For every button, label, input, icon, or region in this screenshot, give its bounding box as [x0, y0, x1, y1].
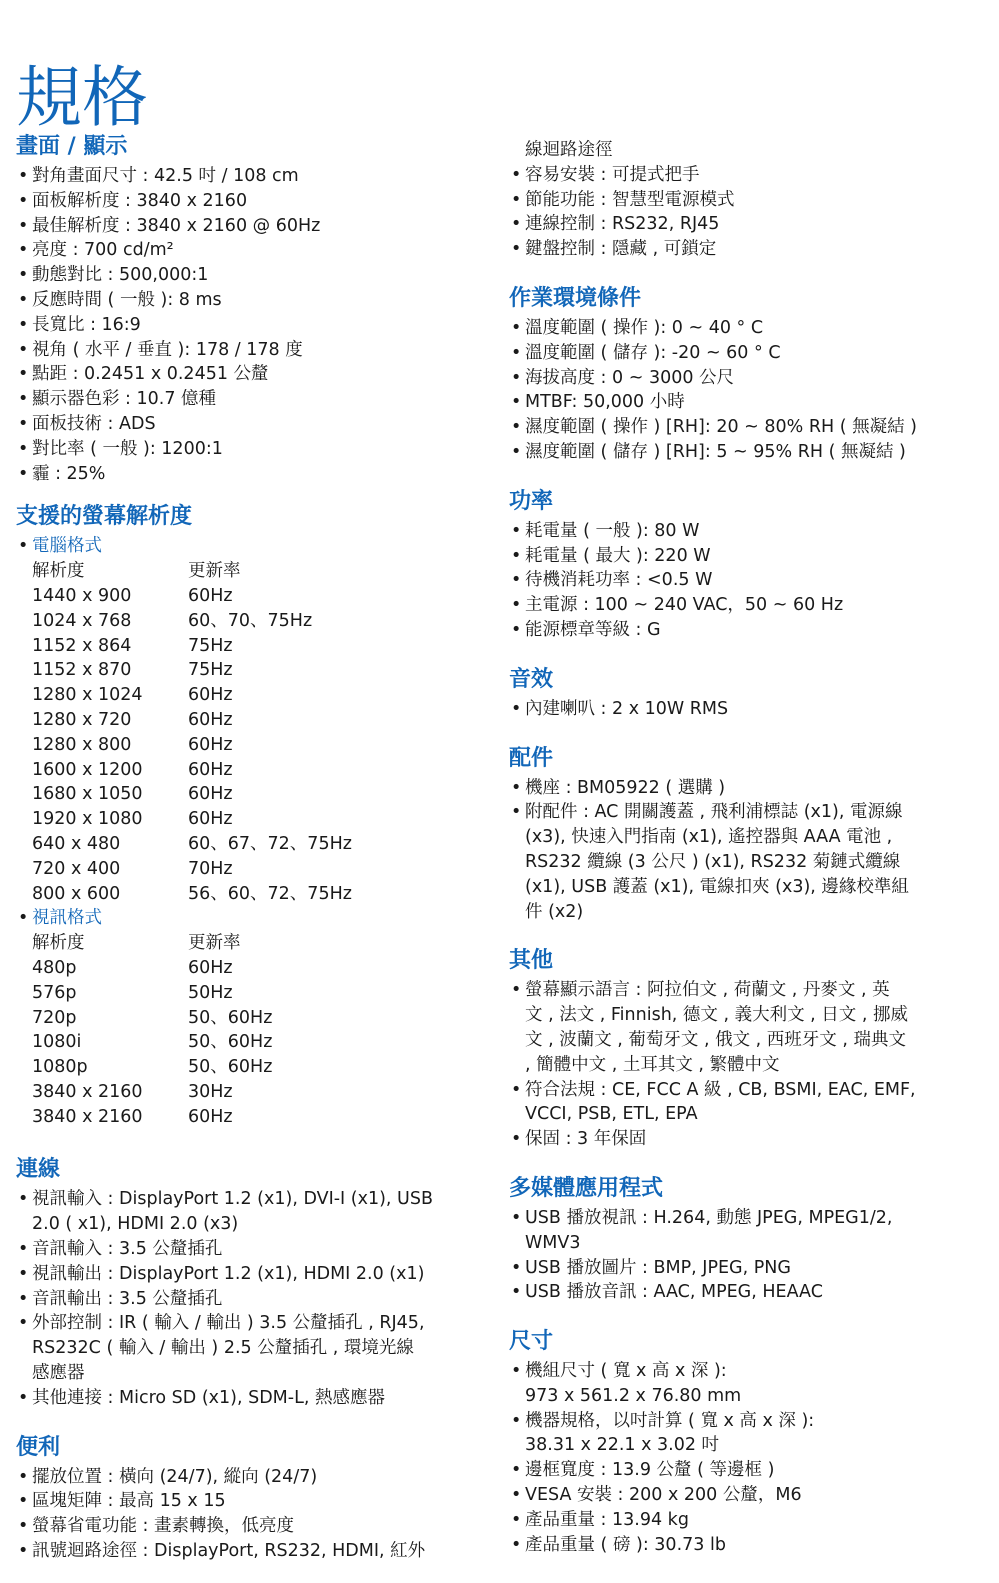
spec-item: • 其他連接 : Micro SD (x1), SDM-L, 熱感應器 — [16, 1386, 496, 1411]
table-row — [32, 584, 352, 609]
spec-item: • 容易安裝 : 可提式把手 — [509, 163, 987, 188]
line: 外部控制 : IR ( 輸入 / 輸出 ) 3.5 公釐插孔 , RJ45, — [32, 1313, 425, 1334]
connectivity-list — [16, 1187, 496, 1410]
resolution-cell: 1152 x 870 — [32, 660, 132, 681]
power-list — [509, 519, 987, 643]
line: 973 x 561.2 x 76.80 mm — [525, 1385, 742, 1406]
left-column — [16, 132, 496, 1580]
table-row — [32, 1080, 272, 1105]
section-title-sound: 音效 — [509, 666, 554, 692]
spec-item — [509, 1409, 987, 1459]
environment-list — [509, 316, 987, 465]
section-title-dimensions: 尺寸 — [509, 1329, 554, 1355]
table-row — [32, 782, 352, 807]
spec-item: • 鍵盤控制 : 隱藏 , 可鎖定 — [509, 237, 987, 262]
section-title-misc: 其他 — [509, 948, 554, 974]
line: 符合法規 : CE, FCC A 級 , CB, BSMI, EAC, EMF, — [525, 1079, 916, 1100]
right-column — [509, 138, 987, 1573]
table-row — [32, 857, 352, 882]
line: 視訊輸入 : DisplayPort 1.2 (x1), DVI-I (x1), USB — [32, 1189, 433, 1210]
section-power — [509, 487, 987, 643]
spec-item: • 濕度範圍 ( 儲存 ) [RH]: 5 ~ 95% RH ( 無凝結 ) — [509, 440, 987, 465]
table-row — [32, 832, 352, 857]
spec-item: • 溫度範圍 ( 儲存 ): -20 ~ 60 ° C — [509, 341, 987, 366]
refresh-rate-cell: 60Hz — [188, 685, 233, 706]
line: 螢幕顯示語言 : 阿拉伯文 , 荷蘭文 , 丹麥文 , 英 — [525, 980, 890, 1001]
section-misc — [509, 946, 987, 1152]
resolution-cell: 1680 x 1050 — [32, 784, 143, 805]
spec-item: • 產品重量 : 13.94 kg — [509, 1508, 987, 1533]
resolution-cell: 576p — [32, 982, 77, 1003]
resolution-cell: 1280 x 800 — [32, 734, 132, 755]
spec-item — [509, 1359, 987, 1409]
line: 文 , 法文 , Finnish, 德文 , 義大利文 , 日文 , 挪威 — [525, 1005, 908, 1026]
resolution-cell: 3840 x 2160 — [32, 1081, 143, 1102]
column-header: 解析度 — [32, 561, 85, 582]
section-multimedia — [509, 1174, 987, 1305]
refresh-rate-cell: 60Hz — [188, 585, 233, 606]
resolution-cell: 1280 x 1024 — [32, 685, 143, 706]
spec-item: • 濕度範圍 ( 操作 ) [RH]: 20 ~ 80% RH ( 無凝結 ) — [509, 415, 987, 440]
spec-item: • 動態對比 : 500,000:1 — [16, 263, 496, 288]
spec-item: • 面板技術 : ADS — [16, 412, 496, 437]
table-row — [32, 708, 352, 733]
line: VCCI, PSB, ETL, EPA — [525, 1104, 698, 1125]
spec-item: • 視訊輸出 : DisplayPort 1.2 (x1), HDMI 2.0 (x1) — [16, 1262, 496, 1287]
resolution-cell: 1152 x 864 — [32, 635, 132, 656]
dimensions-list — [509, 1359, 987, 1557]
video-resolution-table — [32, 931, 272, 1129]
spec-item: • USB 播放音訊 : AAC, MPEG, HEAAC — [509, 1280, 987, 1305]
refresh-rate-cell: 60、70、75Hz — [188, 610, 313, 631]
spec-item: • 節能功能 : 智慧型電源模式 — [509, 188, 987, 213]
sound-list — [509, 697, 987, 722]
spec-item — [509, 1206, 987, 1256]
spec-item: • 內建喇叭 : 2 x 10W RMS — [509, 697, 987, 722]
table-row — [32, 956, 272, 981]
page-title: 規格 — [16, 59, 148, 137]
spec-item: • 產品重量 ( 磅 ): 30.73 lb — [509, 1533, 987, 1558]
spec-item — [509, 1078, 987, 1128]
spec-item: • 連線控制 : RS232, RJ45 — [509, 212, 987, 237]
line: 機器規格，以吋計算 ( 寬 x 高 x 深 ): — [525, 1410, 815, 1431]
spec-item: • 音訊輸出 : 3.5 公釐插孔 — [16, 1287, 496, 1312]
section-dimensions — [509, 1327, 987, 1557]
section-accessories — [509, 744, 987, 925]
line: 2.0 ( x1), HDMI 2.0 (x3) — [32, 1214, 239, 1235]
column-header: 解析度 — [32, 933, 85, 954]
line: 件 (x2) — [525, 901, 584, 922]
spec-item: • 邊框寬度 : 13.9 公釐 ( 等邊框 ) — [509, 1458, 987, 1483]
line: 附配件 : AC 開關護蓋 , 飛利浦標誌 (x1), 電源線 — [525, 802, 903, 823]
table-header-row — [32, 559, 352, 584]
table-row — [32, 609, 352, 634]
spec-item: • VESA 安裝 : 200 x 200 公釐，M6 — [509, 1483, 987, 1508]
spec-item: • MTBF: 50,000 小時 — [509, 390, 987, 415]
section-title-convenience: 便利 — [16, 1434, 61, 1460]
spec-item: • 主電源 : 100 ~ 240 VAC，50 ~ 60 Hz — [509, 593, 987, 618]
section-resolutions — [16, 502, 496, 1129]
line: , 簡體中文 , 土耳其文 , 繁體中文 — [525, 1054, 780, 1075]
resolution-cell: 720p — [32, 1007, 77, 1028]
refresh-rate-cell: 50、60Hz — [188, 1007, 273, 1028]
continued-line: 線迴路途徑 — [525, 140, 613, 160]
refresh-rate-cell: 60Hz — [188, 759, 233, 780]
line: (x3), 快速入門指南 (x1), 遙控器與 AAA 電池 , — [525, 827, 893, 848]
spec-item: • 耗電量 ( 一般 ): 80 W — [509, 519, 987, 544]
table-row — [32, 1030, 272, 1055]
multimedia-list — [509, 1206, 987, 1305]
spec-item — [16, 1311, 496, 1385]
spec-item: • 顯示器色彩 : 10.7 億種 — [16, 387, 496, 412]
spec-item: • 海拔高度 : 0 ~ 3000 公尺 — [509, 366, 987, 391]
refresh-rate-cell: 60Hz — [188, 709, 233, 730]
section-title-resolutions: 支援的螢幕解析度 — [16, 504, 193, 530]
resolution-cell: 720 x 400 — [32, 858, 121, 879]
misc-list — [509, 978, 987, 1152]
spec-item: • 保固 : 3 年保固 — [509, 1127, 987, 1152]
resolution-cell: 640 x 480 — [32, 833, 121, 854]
line: RS232 纜線 (3 公尺 ) (x1), RS232 菊鏈式纜線 — [525, 851, 901, 872]
table-row — [32, 758, 352, 783]
line: 文 , 波蘭文 , 葡萄牙文 , 俄文 , 西班牙文 , 瑞典文 — [525, 1029, 906, 1050]
spec-item: • 音訊輸入 : 3.5 公釐插孔 — [16, 1237, 496, 1262]
refresh-rate-cell: 70Hz — [188, 858, 233, 879]
refresh-rate-cell: 30Hz — [188, 1081, 233, 1102]
line: 感應器 — [32, 1363, 85, 1384]
line: (x1), USB 護蓋 (x1), 電線扣夾 (x3), 邊緣校準組 — [525, 876, 909, 897]
spec-item: • 視角 ( 水平 / 垂直 ): 178 / 178 度 — [16, 338, 496, 363]
spec-item: • USB 播放圖片 : BMP, JPEG, PNG — [509, 1256, 987, 1281]
section-sound — [509, 665, 987, 722]
spec-item: • 機座 : BM05922 ( 選購 ) — [509, 776, 987, 801]
line: WMV3 — [525, 1232, 581, 1253]
spec-item: • 訊號迴路途徑 : DisplayPort, RS232, HDMI, 紅外 — [16, 1539, 496, 1564]
refresh-rate-cell: 75Hz — [188, 660, 233, 681]
spec-item: • 面板解析度 : 3840 x 2160 — [16, 189, 496, 214]
section-connectivity — [16, 1155, 496, 1410]
spec-item: • 耗電量 ( 最大 ): 220 W — [509, 544, 987, 569]
table-row — [32, 658, 352, 683]
refresh-rate-cell: 60Hz — [188, 957, 233, 978]
table-row — [32, 1006, 272, 1031]
refresh-rate-cell: 60、67、72、75Hz — [188, 833, 352, 854]
convenience-list — [16, 1465, 496, 1564]
spec-item: • 反應時間 ( 一般 ): 8 ms — [16, 288, 496, 313]
table-row — [32, 683, 352, 708]
video-format-label: • 視訊格式 — [16, 906, 496, 931]
refresh-rate-cell: 60Hz — [188, 784, 233, 805]
refresh-rate-cell: 60Hz — [188, 734, 233, 755]
section-convenience-continued — [509, 138, 987, 262]
table-row — [32, 634, 352, 659]
refresh-rate-cell: 50、60Hz — [188, 1032, 273, 1053]
section-display — [16, 132, 496, 486]
refresh-rate-cell: 50、60Hz — [188, 1057, 273, 1078]
resolution-cell: 1024 x 768 — [32, 610, 132, 631]
convenience-list-continued — [509, 163, 987, 262]
pc-format-label: • 電腦格式 — [16, 534, 496, 559]
refresh-rate-cell: 75Hz — [188, 635, 233, 656]
resolution-cell: 480p — [32, 957, 77, 978]
line: 38.31 x 22.1 x 3.02 吋 — [525, 1435, 720, 1456]
resolution-cell: 1440 x 900 — [32, 585, 132, 606]
column-header: 更新率 — [188, 561, 241, 582]
table-row — [32, 981, 272, 1006]
spec-item: • 待機消耗功率 : <0.5 W — [509, 568, 987, 593]
section-title-display: 畫面 / 顯示 — [16, 134, 128, 159]
display-list — [16, 164, 496, 486]
line: RS232C ( 輸入 / 輸出 ) 2.5 公釐插孔 , 環境光線 — [32, 1338, 414, 1359]
spec-item — [509, 800, 987, 924]
table-row — [32, 1105, 272, 1130]
accessories-list — [509, 776, 987, 925]
spec-item: • 能源標章等級 : G — [509, 618, 987, 643]
table-row — [32, 1055, 272, 1080]
table-row — [32, 733, 352, 758]
spec-item: • 對角畫面尺寸 : 42.5 吋 / 108 cm — [16, 164, 496, 189]
spec-item: • 長寬比 : 16:9 — [16, 313, 496, 338]
spec-item — [509, 978, 987, 1077]
section-title-multimedia: 多媒體應用程式 — [509, 1175, 664, 1201]
spec-item: • 點距 : 0.2451 x 0.2451 公釐 — [16, 362, 496, 387]
resolution-cell: 1080i — [32, 1032, 82, 1053]
spec-item — [16, 1187, 496, 1237]
spec-item: • 亮度 : 700 cd/m² — [16, 238, 496, 263]
line: USB 播放視訊 : H.264, 動態 JPEG, MPEG1/2, — [525, 1207, 893, 1228]
spec-item: • 螢幕省電功能 : 畫素轉換，低亮度 — [16, 1514, 496, 1539]
resolution-cell: 1080p — [32, 1057, 88, 1078]
spec-item: • 對比率 ( 一般 ): 1200:1 — [16, 437, 496, 462]
table-header-row — [32, 931, 272, 956]
resolution-cell: 800 x 600 — [32, 883, 121, 904]
table-row — [32, 807, 352, 832]
section-title-accessories: 配件 — [509, 745, 554, 771]
spec-item: • 霾 : 25% — [16, 462, 496, 487]
refresh-rate-cell: 50Hz — [188, 982, 233, 1003]
spec-item: • 溫度範圍 ( 操作 ): 0 ~ 40 ° C — [509, 316, 987, 341]
resolution-cell: 1600 x 1200 — [32, 759, 143, 780]
resolution-cell: 1920 x 1080 — [32, 809, 143, 830]
section-title-connectivity: 連線 — [16, 1157, 61, 1183]
line: 機組尺寸 ( 寬 x 高 x 深 ): — [525, 1361, 727, 1382]
refresh-rate-cell: 60Hz — [188, 809, 233, 830]
table-row — [32, 882, 352, 907]
spec-item: • 擺放位置 : 橫向 (24/7), 縱向 (24/7) — [16, 1465, 496, 1490]
section-title-power: 功率 — [509, 488, 554, 514]
column-header: 更新率 — [188, 933, 241, 954]
refresh-rate-cell: 56、60、72、75Hz — [188, 883, 352, 904]
section-convenience — [16, 1433, 496, 1564]
spec-item: • 區塊矩陣 : 最高 15 x 15 — [16, 1489, 496, 1514]
section-environment — [509, 284, 987, 465]
resolution-cell: 1280 x 720 — [32, 709, 132, 730]
resolution-cell: 3840 x 2160 — [32, 1106, 143, 1127]
section-title-environment: 作業環境條件 — [509, 285, 642, 311]
pc-resolution-table — [32, 559, 352, 906]
spec-item: • 最佳解析度 : 3840 x 2160 @ 60Hz — [16, 214, 496, 239]
refresh-rate-cell: 60Hz — [188, 1106, 233, 1127]
